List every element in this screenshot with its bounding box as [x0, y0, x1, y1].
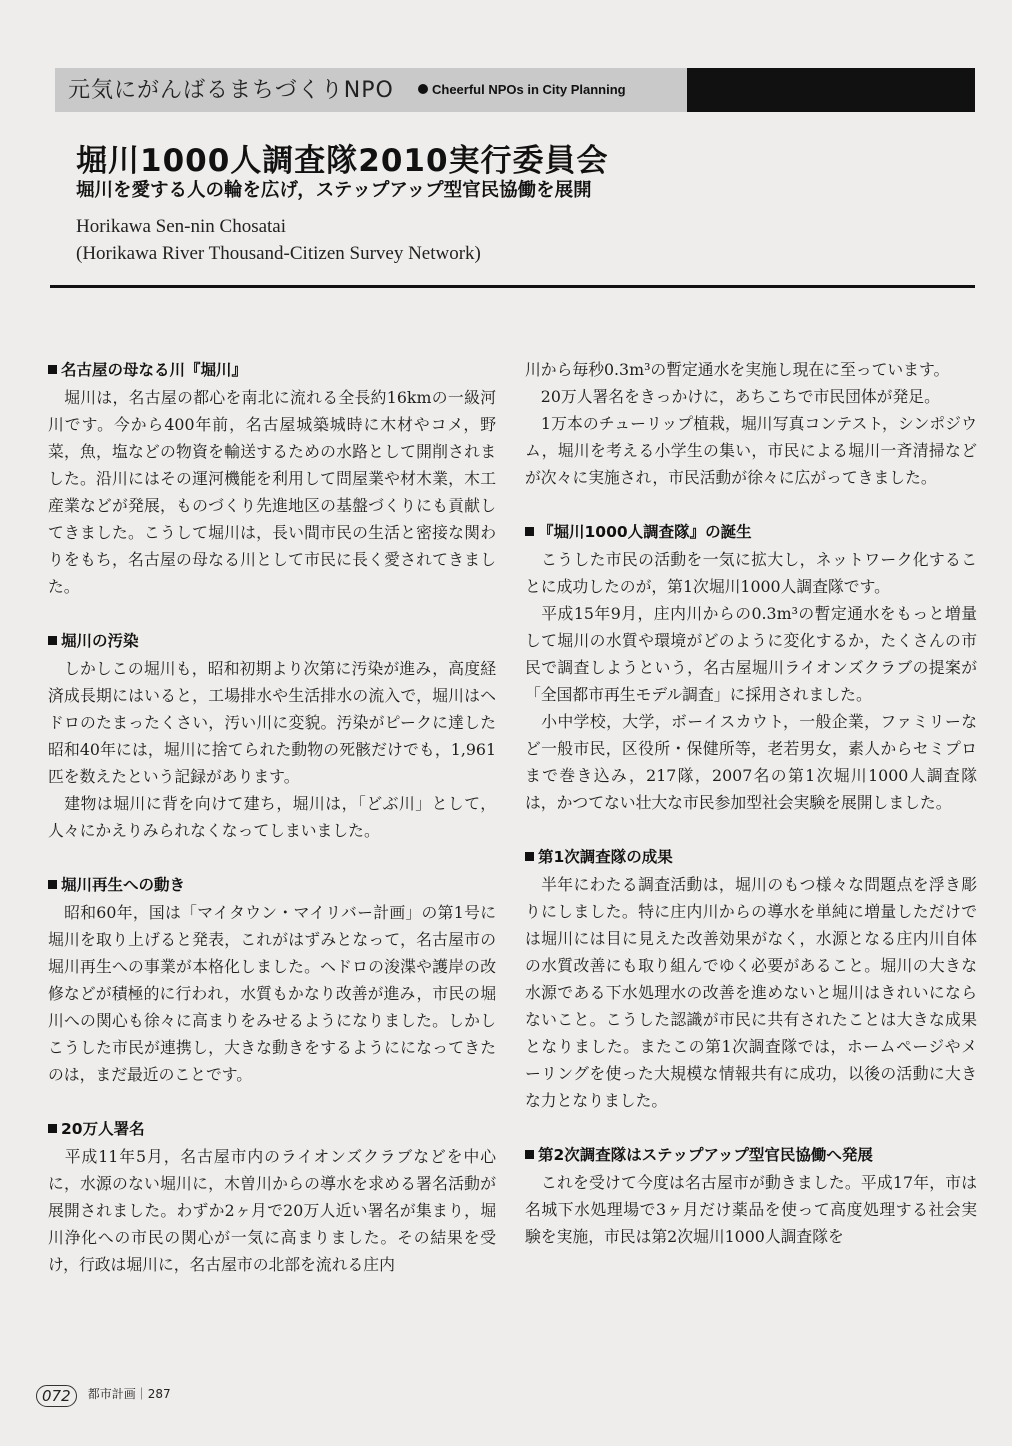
article-title: 堀川1000人調査隊2010実行委員会 — [76, 143, 609, 179]
section-heading: 第1次調査隊の成果 — [525, 843, 977, 871]
square-bullet-icon — [525, 852, 534, 861]
section-heading: 名古屋の母なる川『堀川』 — [48, 356, 496, 384]
series-title-en: Cheerful NPOs in City Planning — [432, 82, 626, 97]
body-paragraph: 平成15年9月，庄内川からの0.3m³の暫定通水をもっと増量して堀川の水質や環境がどのように変化するか，たくさんの市民で調査しようという，名古屋堀川ライオンズクラブの提案が「全国都市再生モデル調査」に採用されました。 — [525, 604, 977, 704]
square-bullet-icon — [48, 636, 57, 645]
body-paragraph: 20万人署名をきっかけに，あちこちで市民団体が発足。 — [525, 387, 940, 406]
body-paragraph: 1万本のチューリップ植栽，堀川写真コンテスト，シンポジウム，堀川を考える小学生の集い，市民による堀川一斉清掃などが次々に実施され，市民活動が徐々に広がってきました。 — [525, 414, 977, 487]
section-heading: 堀川の汚染 — [48, 627, 496, 655]
section-heading: 『堀川1000人調査隊』の誕生 — [525, 518, 977, 546]
article-subtitle: 堀川を愛する人の輪を広げ，ステップアップ型官民協働を展開 — [76, 180, 592, 201]
body-paragraph: 川から毎秒0.3m³の暫定通水を実施し現在に至っています。 — [525, 360, 950, 379]
english-name-line-2: (Horikawa River Thousand-Citizen Survey Network) — [76, 243, 481, 264]
section-heading: 20万人署名 — [48, 1115, 496, 1143]
square-bullet-icon — [525, 527, 534, 536]
title-divider — [50, 285, 975, 288]
english-name-line-1: Horikawa Sen-nin Chosatai — [76, 216, 287, 237]
header-dark-block — [687, 68, 975, 112]
right-column — [525, 356, 977, 1250]
magazine-name: 都市計画｜287 — [87, 1387, 171, 1401]
square-bullet-icon — [48, 365, 57, 374]
left-column — [48, 356, 496, 1278]
body-paragraph: 小中学校，大学，ボーイスカウト，一般企業，ファミリーなど一般市民，区役所・保健所等，老若男女，素人からセミプロまで巻き込み，217隊，2007名の第1次堀川1000人調査隊は，かつてない壮大な市民参加型社会実験を展開しました。 — [525, 712, 977, 812]
body-paragraph: 半年にわたる調査活動は，堀川のもつ様々な問題点を浮き彫りにしました。特に庄内川からの導水を単純に増量しただけでは堀川には目に見えた改善効果がなく，水源となる庄内川自体の水質改善にも取り組んでゆく必要があること。堀川の大きな水源である下水処理水の改善を進めないと堀川はきれいにならないこと。こうした認識が市民に共有されたことは大きな成果となりました。またこの第1次調査隊では，ホームページやメーリングを使った大規模な情報共有に成功，以後の活動に大きな力となりました。 — [525, 875, 977, 1110]
body-paragraph: 建物は堀川に背を向けて建ち，堀川は，「どぶ川」として，人々にかえりみられなくなってしまいました。 — [48, 794, 496, 840]
section-heading: 第2次調査隊はステップアップ型官民協働へ発展 — [525, 1141, 977, 1169]
body-paragraph: こうした市民の活動を一気に拡大し，ネットワーク化することに成功したのが，第1次堀川1000人調査隊です。 — [525, 550, 977, 596]
square-bullet-icon — [525, 1150, 534, 1159]
body-paragraph: これを受けて今度は名古屋市が動きました。平成17年，市は名城下水処理場で3ヶ月だけ薬品を使って高度処理する社会実験を実施，市民は第2次堀川1000人調査隊を — [525, 1173, 977, 1246]
body-paragraph: 平成11年5月，名古屋市内のライオンズクラブなどを中心に，水源のない堀川に，木曽川からの導水を求める署名活動が展開されました。わずか2ヶ月で20万人近い署名が集まり，堀川浄化への市民の関心が一気に高まりました。その結果を受け，行政は堀川に，名古屋市の北部を流れる庄内 — [48, 1147, 496, 1274]
page-footer — [36, 1385, 171, 1407]
square-bullet-icon — [48, 880, 57, 889]
bullet-dot-icon — [418, 84, 428, 94]
square-bullet-icon — [48, 1124, 57, 1133]
series-title-jp: 元気にがんばるまちづくりNPO — [68, 78, 394, 103]
section-heading: 堀川再生への動き — [48, 871, 496, 899]
body-paragraph: 堀川は，名古屋の都心を南北に流れる全長約16kmの一級河川です。今から400年前，名古屋城築城時に木材やコメ，野菜，魚，塩などの物資を輸送するための水路として開削されました。沿川にはその運河機能を利用して問屋業や材木業，木工産業などが発展，ものづくり先進地区の基盤づくりにも貢献してきました。こうして堀川は，長い間市民の生活と密接な関わりをもち，名古屋の母なる川として市民に長く愛されてきました。 — [48, 388, 496, 596]
organization-english-name — [76, 213, 481, 267]
body-paragraph: 昭和60年，国は「マイタウン・マイリバー計画」の第1号に堀川を取り上げると発表，これがはずみとなって，名古屋市の堀川再生への事業が本格化しました。ヘドロの浚渫や護岸の改修などが積極的に行われ，水質もかなり改善が進み，市民の堀川への関心も徐々に高まりをみせるようになりました。しかしこうした市民が連携し，大きな動きをするようにになってきたのは，まだ最近のことです。 — [48, 903, 496, 1084]
page-number: 072 — [36, 1385, 77, 1407]
body-paragraph: しかしこの堀川も，昭和初期より次第に汚染が進み，高度経済成長期にはいると，工場排水や生活排水の流入で，堀川はヘドロのたまったくさい，汚い川に変貌。汚染がピークに達した昭和40年には，堀川に捨てられた動物の死骸だけでも，1,961匹を数えたという記録があります。 — [48, 659, 496, 786]
